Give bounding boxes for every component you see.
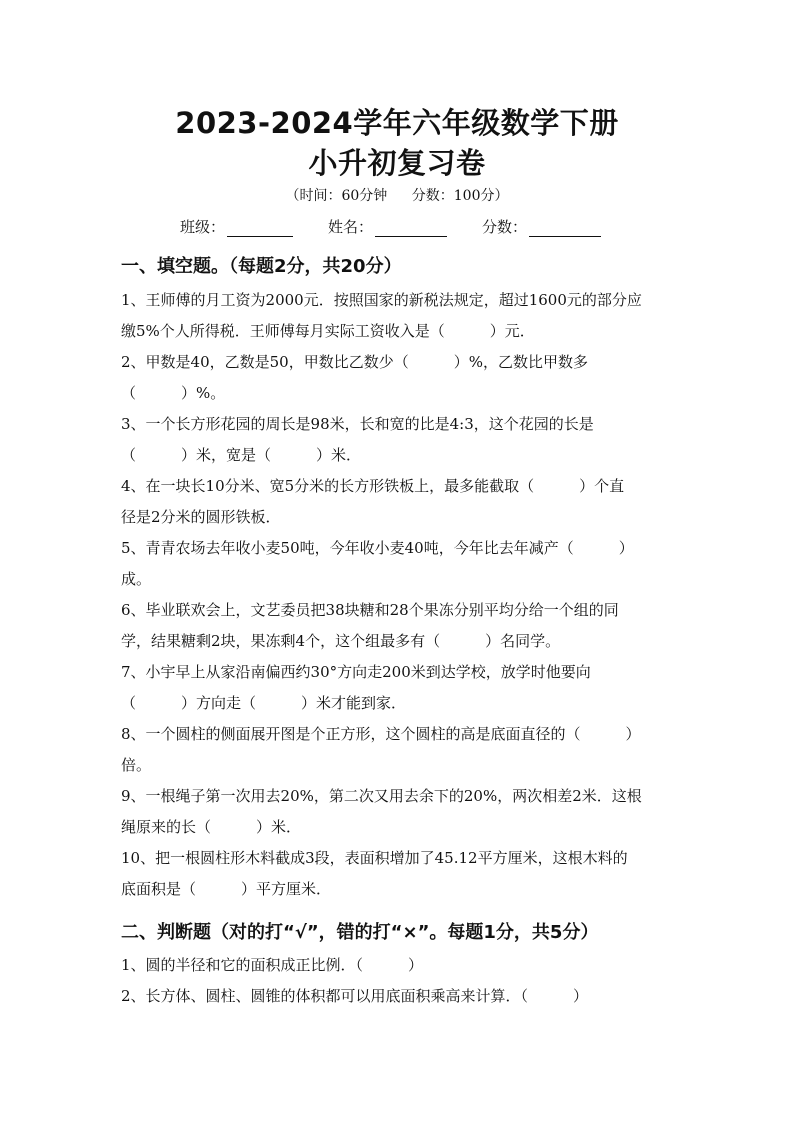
question-line: （ ）米，宽是（ ）米． — [121, 446, 362, 464]
exam-subtitle: 小升初复习卷 — [308, 146, 486, 180]
name-field[interactable] — [328, 216, 447, 237]
question-line: 1、圆的半径和它的面积成正比例．（ ） — [121, 956, 424, 974]
name-label: 姓名： — [328, 218, 374, 236]
question-line: 径是2分米的圆形铁板． — [121, 508, 281, 526]
question-line: 4、在一块长10分米、宽5分米的长方形铁板上，最多能截取（ ）个直 — [121, 477, 625, 495]
question-line: 10、把一根圆柱形木料截成3段，表面积增加了45.12平方厘米，这根木料的 — [121, 849, 628, 867]
question-line: 6、毕业联欢会上，文艺委员把38块糖和28个果冻分别平均分给一个组的同 — [121, 601, 619, 619]
fill-in-questions — [121, 285, 681, 905]
question-line: 绳原来的长（ ）米． — [121, 818, 302, 836]
score-blank[interactable] — [529, 220, 601, 237]
question-line: （ ）%。 — [121, 384, 226, 402]
class-blank[interactable] — [227, 220, 293, 237]
student-info-fields — [180, 216, 680, 237]
question-line: 成。 — [121, 570, 152, 588]
question-line: 7、小宇早上从家沿南偏西约30°方向走200米到达学校，放学时他要向 — [121, 663, 591, 681]
question-line: 5、青青农场去年收小麦50吨，今年收小麦40吨，今年比去年减产（ ） — [121, 539, 634, 557]
class-field[interactable] — [180, 216, 293, 237]
true-false-questions — [121, 950, 681, 1012]
question-line: 倍。 — [121, 756, 152, 774]
score-field[interactable] — [482, 216, 601, 237]
question-line: （ ）方向走（ ）米才能到家． — [121, 694, 407, 712]
question-line: 3、一个长方形花园的周长是98米，长和宽的比是4:3，这个花园的长是 — [121, 415, 594, 433]
question-line: 缴5%个人所得税．王师傅每月实际工资收入是（ ）元． — [121, 322, 535, 340]
name-blank[interactable] — [375, 220, 447, 237]
section-heading-fill-in: 一、填空题。（每题2分，共20分） — [121, 256, 402, 277]
time-limit: （时间：60分钟 — [285, 188, 388, 204]
question-line: 2、甲数是40，乙数是50，甲数比乙数少（ ）%，乙数比甲数多 — [121, 353, 588, 371]
total-score: 分数：100分） — [411, 188, 509, 204]
score-label: 分数： — [482, 218, 528, 236]
question-line: 1、王师傅的月工资为2000元．按照国家的新税法规定，超过1600元的部分应 — [121, 291, 642, 309]
class-label: 班级： — [180, 218, 226, 236]
section-heading-true-false: 二、判断题（对的打“√”，错的打“×”。每题1分，共5分） — [121, 922, 599, 943]
question-line: 2、长方体、圆柱、圆锥的体积都可以用底面积乘高来计算．（ ） — [121, 987, 589, 1005]
question-line: 学，结果糖剩2块，果冻剩4个，这个组最多有（ ）名同学。 — [121, 632, 561, 650]
exam-title: 2023-2024学年六年级数学下册 — [175, 106, 619, 140]
exam-meta — [0, 185, 794, 205]
question-line: 底面积是（ ）平方厘米． — [121, 880, 332, 898]
question-line: 9、一根绳子第一次用去20%，第二次又用去余下的20%，两次相差2米．这根 — [121, 787, 642, 805]
question-line: 8、一个圆柱的侧面展开图是个正方形，这个圆柱的高是底面直径的（ ） — [121, 725, 641, 743]
